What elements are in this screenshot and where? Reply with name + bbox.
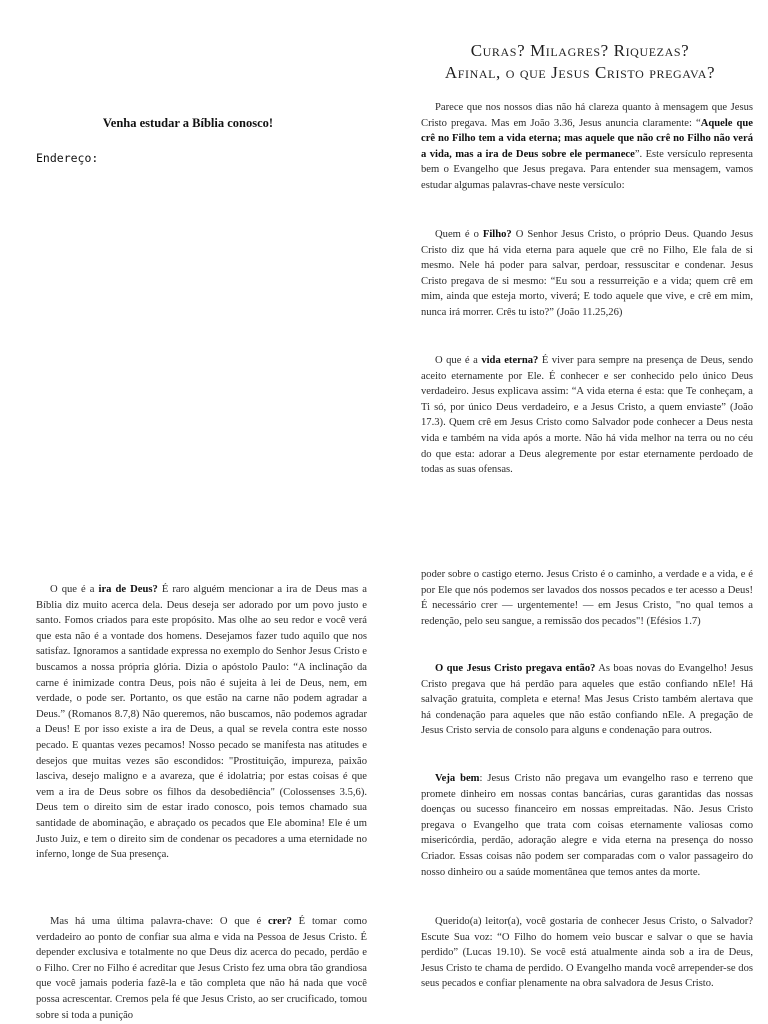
section-veja-bem: [421, 771, 753, 880]
intro-paragraph: [421, 100, 753, 194]
keyword: Veja bem: [435, 773, 480, 784]
text: É viver para sempre na presença de Deus, sendo aceito eternamente por Ele. É conhecer e ser conhecido pelo único Deus verdadeiro. Jesus explicava assim: “A vida eterna é esta: que Te conheçam, a Ti só, por único Deus verdadeiro, e a Jesus Cristo, a quem enviaste” (João 17.3). Quem crê em Jesus Cristo como Salvador pode conhecer a Deus nesta vida e também na vida após a morte. Não há vida melhor na terra ou no céu do que esta: adorar a Deus alegremente por estar eternamente perdoado de todas as suas ofensas.: [421, 355, 753, 476]
title-line-2: Afinal, o que Jesus Cristo pregava?: [444, 63, 716, 82]
text: O que é a: [50, 584, 99, 595]
title-line-1: Curas? Milagres? Riquezas?: [470, 41, 690, 60]
address-label: Endereço:: [36, 151, 99, 165]
section-filho: [421, 227, 753, 321]
invite-heading: Venha estudar a Bíblia conosco!: [102, 116, 274, 130]
text: É tomar como verdadeiro ao ponto de confiar sua alma e vida na Pessoa de Jesus Cristo. É depender exclusiva e totalmente no que Deus diz acerca do pecado, perdão e o Filho. Crer no Filho é acreditar que Jesus Cristo fez uma obra tão grandiosa que você jamais poderia fazê-la e tão completa que não há nada que você possa acrescentar. Cremos pela fé que Jesus Cristo, ao ser crucificado, tomou sobre si toda a punição: [36, 916, 367, 1021]
text: É raro alguém mencionar a ira de Deus mas a Bíblia diz muito acerca dela. Deus deseja ser adorado por um povo justo e santo. Fomos criados para este propósito. Mas olhe ao seu redor e você verá que esta não é a vontade dos homens. Desejamos fazer tudo aquilo que nos satisfaz. Ignoramos a santidade expressa no exemplo do Senhor Jesus Cristo e buscamos a nossa própria glória. Dizia o apóstolo Paulo: “A inclinação da carne é inimizade contra Deus, pois não é sujeita à lei de Deus, nem, em verdade, o pode ser. Portanto, os que estão na carne não podem agradar a Deus.” (Romanos 8.7,8) Não queremos, não buscamos, não podemos agradar a Deus! E por isso existe a ira de Deus, a qual se revela contra este nosso pecado. E quantas vezes pecamos! Nosso pecado se manifesta nas atitudes e desejos que muitas vezes são escondidos: "Prostituição, impureza, paixão lasciva, desejo maligno e a avareza, que é idolatria; por estas coisas é que vem a ira de Deus sobre os filhos da desobediência" (Colossenses 3.5,6). Deus tem o direito sim de estar irado conosco, pois temos chamado sua santidade de abominação, e abraçado os pecados que Ele abomina! Ele é um Justo Juiz, e tem o direito sim de condenar os pecadores a uma eternidade no inferno, longe de Sua presença.: [36, 584, 368, 861]
text: Mas há uma última palavra-chave: O que é: [50, 916, 268, 927]
section-convite-leitor: [421, 914, 753, 992]
text: poder sobre o castigo eterno. Jesus Cristo é o caminho, a verdade e a vida, e é por Ele que nós podemos ser lavados dos nossos pecados e ter acesso a Deus! É necessário crer — urgentemente! — em Jesus Cristo, "no qual temos a redenção, pelo seu sangue, a remissão dos pecados"! (Efésios 1.7): [421, 569, 753, 627]
text: Parece que nos nossos dias não há clareza quanto à mensagem que Jesus Cristo pregava. Mas em João 3.36, Jesus anuncia claramente: “: [421, 102, 753, 129]
keyword: ira de Deus?: [98, 584, 158, 595]
section-crer-continued: [421, 567, 753, 629]
section-pregacao: [421, 661, 753, 739]
text: O Senhor Jesus Cristo, o próprio Deus. Quando Jesus Cristo diz que há vida eterna para aquele que crê no Filho, Ele fala de si mesmo. Nele há poder para salvar, perdoar, ressuscitar e condenar. Jesus Cristo pregava de si mesmo: “Eu sou a ressurreição e a vida; quem crê em mim, ainda que esteja morto, viverá; E todo aquele que vive, e crê em mim, nunca irá morrer. Crês tu isto?” (João 11.25,26): [421, 229, 753, 318]
page-title: [400, 40, 760, 84]
keyword: crer?: [267, 916, 292, 927]
section-ira-de-deus: [36, 582, 367, 863]
keyword: Filho?: [482, 229, 512, 240]
text: ”. Este versículo representa bem o Evangelho que Jesus pregava. Para entender sua mensagem, vamos estudar algumas palavras-chave neste versículo:: [421, 148, 753, 191]
text: As boas novas do Evangelho! Jesus Cristo pregava que há perdão para aqueles que estão confiando nEle! Há salvação gratuita, completa e eterna! Mas Jesus Cristo também alertava que há condenação para aqueles que não estão confiando nEle. A pregação de Jesus Cristo servia de consolo para alguns e condenação para outros.: [421, 663, 753, 737]
text: : Jesus Cristo não pregava um evangelho raso e terreno que promete dinheiro em nossas contas bancárias, curas garantidas das nossas doenças ou sucesso financeiro em nossas empreitadas. Não. Jesus Cristo pregava o Evangelho que trata com coisas eternamente valiosas como misericórdia, perdão, adoração alegre e vida eterna na presença do nosso Criador. Essas coisas não podem ser comparadas com o valor passageiro do nosso dinheiro ou a saúde momentânea que temos antes da morte.: [421, 773, 753, 878]
text: Quem é o: [435, 229, 483, 240]
section-vida-eterna: [421, 353, 753, 478]
section-crer: [36, 914, 367, 1023]
text: O que é a: [435, 355, 482, 366]
text: Querido(a) leitor(a), você gostaria de conhecer Jesus Cristo, o Salvador? Escute Sua voz: “O Filho do homem veio buscar e salvar o que se havia perdido” (Lucas 19.10). Se você está atualmente ainda sob a ira de Deus, Jesus Cristo te chama de perdido. O Evangelho manda você arrepender-se dos seus pecados e confiar plenamente na obra salvadora de Jesus Cristo.: [421, 916, 753, 990]
keyword: vida eterna?: [481, 355, 539, 366]
key-verse: Aquele que crê no Filho tem a vida eterna; mas aquele que não crê no Filho não verá a vida, mas a ira de Deus sobre ele permanece: [421, 117, 753, 160]
keyword: O que Jesus Cristo pregava então?: [435, 663, 596, 674]
